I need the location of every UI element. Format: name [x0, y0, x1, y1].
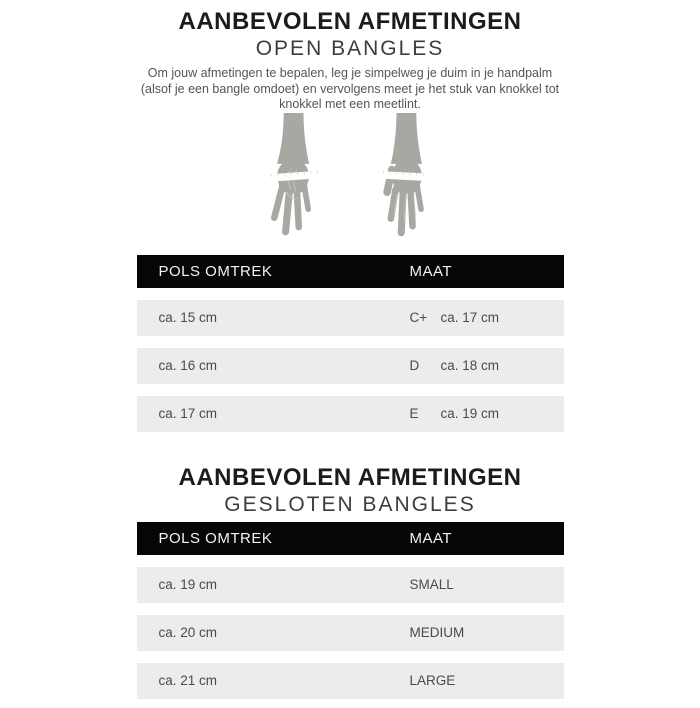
column-header-pols-omtrek: POLS OMTREK	[158, 262, 273, 280]
table-row	[137, 396, 564, 432]
right-hand-back-illustration	[372, 113, 438, 245]
measuring-tape-band	[376, 170, 437, 181]
maat-value: LARGE	[409, 673, 456, 688]
pols-omtrek-value: ca. 20 cm	[158, 625, 218, 640]
column-header-pols-omtrek: POLS OMTREK	[158, 529, 273, 547]
omtrek-value: ca. 19 cm	[440, 406, 500, 421]
table-row	[137, 300, 564, 336]
maat-value: E	[409, 406, 419, 421]
gesloten-bangles-size-table	[137, 522, 564, 699]
pols-omtrek-value: ca. 15 cm	[158, 310, 218, 325]
maat-value: C+	[409, 310, 428, 325]
pols-omtrek-value: ca. 21 cm	[158, 673, 218, 688]
pols-omtrek-value: ca. 19 cm	[158, 577, 218, 592]
bangle-size-guide	[0, 8, 700, 708]
table-header-row	[137, 522, 564, 555]
maat-value: D	[409, 358, 420, 373]
pols-omtrek-value: ca. 17 cm	[158, 406, 218, 421]
section-subtitle: GESLOTEN BANGLES	[224, 492, 476, 516]
omtrek-value: ca. 17 cm	[440, 310, 500, 325]
instruction-line: (alsof je een bangle omdoet) en vervolgens meet je het stuk van knokkel tot	[140, 81, 560, 96]
open-bangles-section	[0, 8, 700, 432]
maat-value: SMALL	[409, 577, 454, 592]
maat-value: MEDIUM	[409, 625, 465, 640]
table-row	[137, 663, 564, 699]
table-header-row	[137, 255, 564, 288]
section-subtitle: OPEN BANGLES	[255, 37, 445, 60]
section-title: AANBEVOLEN AFMETINGEN	[178, 8, 522, 35]
column-header-maat: MAAT	[409, 262, 453, 280]
open-bangles-size-table	[137, 255, 564, 432]
section-title: AANBEVOLEN AFMETINGEN	[178, 463, 522, 491]
table-row	[137, 567, 564, 603]
left-hand-palm-illustration	[262, 113, 328, 245]
column-header-maat: MAAT	[409, 529, 453, 547]
omtrek-value: ca. 18 cm	[440, 358, 500, 373]
instruction-line: Om jouw afmetingen te bepalen, leg je simpelweg je duim in je handpalm	[147, 66, 553, 80]
measuring-instructions	[0, 66, 700, 113]
pols-omtrek-value: ca. 16 cm	[158, 358, 218, 373]
hands-illustration	[0, 113, 700, 247]
table-row	[137, 615, 564, 651]
gesloten-bangles-section	[0, 464, 700, 699]
table-row	[137, 348, 564, 384]
instruction-line: knokkel met een meetlint.	[279, 97, 421, 111]
